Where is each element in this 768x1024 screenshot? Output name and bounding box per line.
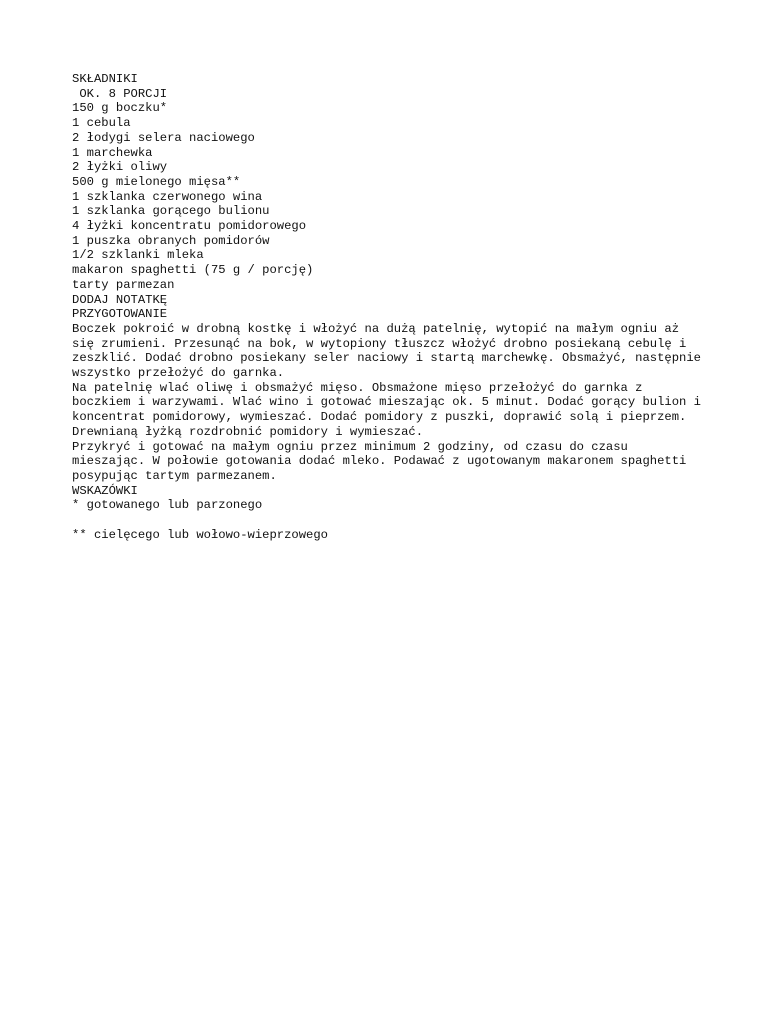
ingredient-item: 1 szklanka czerwonego wina [72, 189, 263, 204]
ingredient-item: 1 marchewka [72, 145, 153, 160]
ingredient-item: 500 g mielonego mięsa** [72, 174, 241, 189]
tip-note: ** cielęcego lub wołowo-wieprzowego [72, 527, 328, 542]
preparation-heading: PRZYGOTOWANIE [72, 307, 168, 322]
preparation-step: Boczek pokroić w drobną kostkę i włożyć na dużą patelnię, wytopić na małym ogniu aż się zrumieni. Przesunąć na bok, w wytopiony tłuszcz włożyć drobno posiekaną cebulę i zeszklić. Dodać drobno posiekany seler naciowy i startą marchewkę. Obsmażyć, następnie wszystko przełożyć do garnka. [72, 321, 701, 381]
tip-note: * gotowanego lub parzonego [72, 498, 263, 513]
recipe-document [72, 72, 702, 542]
tip-spacer [72, 513, 702, 528]
ingredient-item: 2 łyżki oliwy [72, 160, 168, 175]
ingredient-item: 1 szklanka gorącego bulionu [72, 204, 270, 219]
ingredient-item: makaron spaghetti (75 g / porcję) [72, 263, 314, 278]
ingredient-item: 1 cebula [72, 116, 131, 131]
tips-heading: WSKAZÓWKI [72, 483, 138, 498]
ingredient-item: 150 g boczku* [72, 101, 168, 116]
ingredient-item: 2 łodygi selera naciowego [72, 130, 255, 145]
ingredient-item: 1 puszka obranych pomidorów [72, 233, 270, 248]
preparation-step: Na patelnię wlać oliwę i obsmażyć mięso. Obsmażone mięso przełożyć do garnka z boczkiem i warzywami. Wlać wino i gotować mieszając ok. 5 minut. Dodać gorący bulion i koncentrat pomidorowy, wymieszać. Dodać pomidory z puszki, doprawić solą i pieprzem. Drewnianą łyżką rozdrobnić pomidory i wymieszać. [72, 380, 701, 439]
ingredient-item: 1/2 szklanki mleka [72, 248, 204, 263]
portions-label: OK. 8 PORCJI [72, 86, 168, 101]
ingredient-item: tarty parmezan [72, 277, 175, 292]
ingredient-item: 4 łyżki koncentratu pomidorowego [72, 219, 307, 234]
add-note-link[interactable]: DODAJ NOTATKĘ [72, 292, 168, 307]
ingredients-heading: SKŁADNIKI [72, 72, 138, 86]
preparation-step: Przykryć i gotować na małym ogniu przez minimum 2 godziny, od czasu do czasu mieszając. W połowie gotowania dodać mleko. Podawać z ugotowanym makaronem spaghetti posypując tartym parmezanem. [72, 439, 687, 483]
